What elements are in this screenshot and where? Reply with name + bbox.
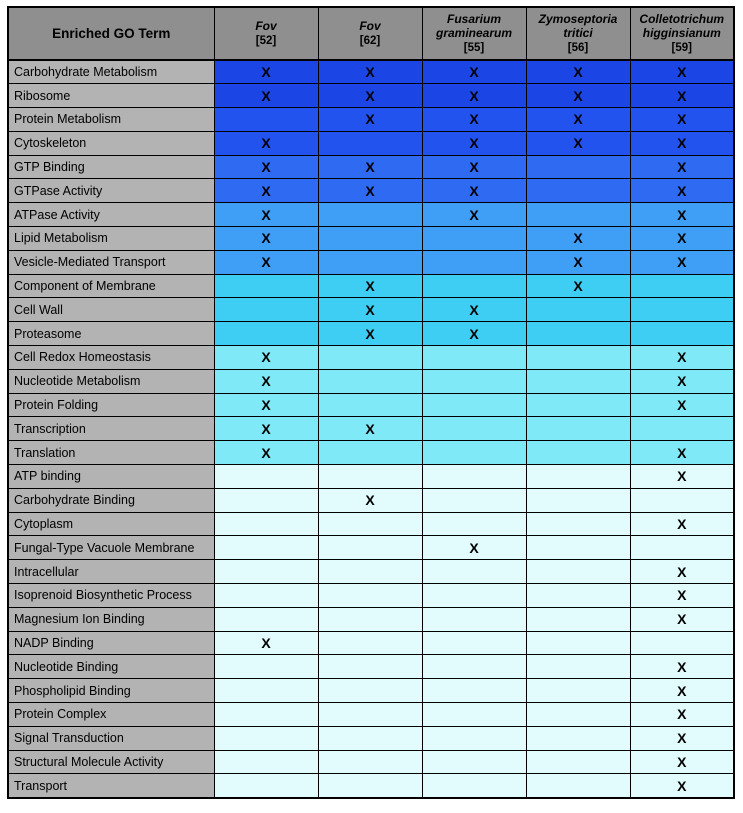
- empty-cell: [630, 417, 734, 441]
- header-go-term: [8, 7, 214, 60]
- empty-cell: [214, 488, 318, 512]
- presence-mark: X: [422, 536, 526, 560]
- presence-mark: X: [214, 179, 318, 203]
- empty-cell: [318, 346, 422, 370]
- table-row: [8, 703, 734, 727]
- empty-cell: [214, 274, 318, 298]
- species-name: Fusarium graminearum: [435, 11, 513, 41]
- presence-mark: X: [526, 250, 630, 274]
- empty-cell: [214, 322, 318, 346]
- presence-mark: X: [422, 203, 526, 227]
- empty-cell: [526, 488, 630, 512]
- go-term-label: Proteasome: [8, 322, 214, 346]
- presence-mark: X: [318, 84, 422, 108]
- empty-cell: [214, 774, 318, 798]
- table-row: [8, 584, 734, 608]
- empty-cell: [422, 250, 526, 274]
- go-term-header-label: Enriched GO Term: [52, 25, 171, 41]
- table-row: [8, 726, 734, 750]
- empty-cell: [422, 417, 526, 441]
- empty-cell: [422, 346, 526, 370]
- presence-mark: X: [214, 346, 318, 370]
- go-term-label: Protein Complex: [8, 703, 214, 727]
- empty-cell: [526, 322, 630, 346]
- presence-mark: X: [526, 131, 630, 155]
- empty-cell: [318, 631, 422, 655]
- presence-mark: X: [318, 488, 422, 512]
- go-term-label: Carbohydrate Binding: [8, 488, 214, 512]
- empty-cell: [422, 441, 526, 465]
- table-header: [8, 7, 734, 60]
- presence-mark: X: [214, 369, 318, 393]
- go-term-label: Translation: [8, 441, 214, 465]
- empty-cell: [630, 274, 734, 298]
- presence-mark: X: [630, 179, 734, 203]
- empty-cell: [422, 631, 526, 655]
- go-term-label: Transcription: [8, 417, 214, 441]
- empty-cell: [526, 155, 630, 179]
- presence-mark: X: [422, 298, 526, 322]
- go-term-label: Protein Folding: [8, 393, 214, 417]
- presence-mark: X: [630, 560, 734, 584]
- go-term-label: Cell Redox Homeostasis: [8, 346, 214, 370]
- empty-cell: [318, 655, 422, 679]
- presence-mark: X: [318, 417, 422, 441]
- go-term-label: Carbohydrate Metabolism: [8, 60, 214, 84]
- empty-cell: [630, 322, 734, 346]
- header-col-colletotrichum-higginsianum: [630, 7, 734, 60]
- presence-mark: X: [214, 441, 318, 465]
- presence-mark: X: [422, 179, 526, 203]
- empty-cell: [318, 560, 422, 584]
- empty-cell: [214, 584, 318, 608]
- empty-cell: [214, 536, 318, 560]
- presence-mark: X: [214, 203, 318, 227]
- presence-mark: X: [526, 60, 630, 84]
- table-row: [8, 631, 734, 655]
- reference-number: [56]: [567, 41, 589, 54]
- header-col-fov-52: [214, 7, 318, 60]
- species-name: Colletotrichum higginsianum: [639, 11, 725, 41]
- presence-mark: X: [318, 60, 422, 84]
- empty-cell: [526, 679, 630, 703]
- table-row: [8, 536, 734, 560]
- presence-mark: X: [630, 369, 734, 393]
- empty-cell: [214, 512, 318, 536]
- presence-mark: X: [214, 155, 318, 179]
- species-name: Fov: [255, 19, 277, 34]
- go-term-label: Magnesium Ion Binding: [8, 607, 214, 631]
- empty-cell: [422, 679, 526, 703]
- table-row: [8, 203, 734, 227]
- empty-cell: [422, 655, 526, 679]
- empty-cell: [214, 298, 318, 322]
- presence-mark: X: [214, 250, 318, 274]
- empty-cell: [526, 369, 630, 393]
- empty-cell: [526, 512, 630, 536]
- presence-mark: X: [630, 655, 734, 679]
- table-row: [8, 417, 734, 441]
- go-term-label: Component of Membrane: [8, 274, 214, 298]
- empty-cell: [422, 560, 526, 584]
- go-term-label: Isoprenoid Biosynthetic Process: [8, 584, 214, 608]
- empty-cell: [526, 750, 630, 774]
- presence-mark: X: [630, 84, 734, 108]
- empty-cell: [422, 703, 526, 727]
- table-row: [8, 298, 734, 322]
- table-row: [8, 488, 734, 512]
- empty-cell: [526, 560, 630, 584]
- presence-mark: X: [422, 60, 526, 84]
- table-row: [8, 607, 734, 631]
- presence-mark: X: [630, 227, 734, 251]
- empty-cell: [318, 607, 422, 631]
- empty-cell: [422, 584, 526, 608]
- table-row: [8, 322, 734, 346]
- empty-cell: [422, 774, 526, 798]
- go-term-label: Cytoskeleton: [8, 131, 214, 155]
- presence-mark: X: [526, 227, 630, 251]
- presence-mark: X: [214, 60, 318, 84]
- empty-cell: [422, 393, 526, 417]
- empty-cell: [422, 488, 526, 512]
- presence-mark: X: [422, 155, 526, 179]
- empty-cell: [318, 441, 422, 465]
- empty-cell: [526, 346, 630, 370]
- go-term-label: Protein Metabolism: [8, 108, 214, 132]
- presence-mark: X: [630, 203, 734, 227]
- presence-mark: X: [214, 131, 318, 155]
- empty-cell: [526, 584, 630, 608]
- reference-number: [59]: [671, 41, 692, 54]
- presence-mark: X: [630, 774, 734, 798]
- presence-mark: X: [630, 108, 734, 132]
- empty-cell: [422, 465, 526, 489]
- table-row: [8, 560, 734, 584]
- empty-cell: [526, 774, 630, 798]
- empty-cell: [526, 607, 630, 631]
- go-term-label: Nucleotide Metabolism: [8, 369, 214, 393]
- go-term-label: Cytoplasm: [8, 512, 214, 536]
- go-term-table: [7, 6, 735, 799]
- empty-cell: [318, 465, 422, 489]
- empty-cell: [526, 631, 630, 655]
- table-row: [8, 274, 734, 298]
- presence-mark: X: [630, 346, 734, 370]
- presence-mark: X: [630, 441, 734, 465]
- presence-mark: X: [630, 607, 734, 631]
- table-row: [8, 441, 734, 465]
- presence-mark: X: [214, 417, 318, 441]
- empty-cell: [526, 655, 630, 679]
- empty-cell: [630, 298, 734, 322]
- table-body: [8, 60, 734, 798]
- table-row: [8, 250, 734, 274]
- empty-cell: [318, 750, 422, 774]
- empty-cell: [214, 108, 318, 132]
- empty-cell: [630, 488, 734, 512]
- empty-cell: [422, 274, 526, 298]
- go-term-label: ATPase Activity: [8, 203, 214, 227]
- table-row: [8, 679, 734, 703]
- table-row: [8, 84, 734, 108]
- empty-cell: [214, 679, 318, 703]
- empty-cell: [526, 298, 630, 322]
- header-col-fusarium-graminearum: [422, 7, 526, 60]
- table-row: [8, 60, 734, 84]
- table-row: [8, 131, 734, 155]
- empty-cell: [318, 584, 422, 608]
- presence-mark: X: [422, 131, 526, 155]
- empty-cell: [526, 703, 630, 727]
- presence-mark: X: [630, 250, 734, 274]
- presence-mark: X: [630, 512, 734, 536]
- empty-cell: [318, 679, 422, 703]
- presence-mark: X: [214, 631, 318, 655]
- empty-cell: [526, 393, 630, 417]
- go-term-label: GTPase Activity: [8, 179, 214, 203]
- table-row: [8, 750, 734, 774]
- presence-mark: X: [318, 155, 422, 179]
- empty-cell: [214, 465, 318, 489]
- empty-cell: [214, 726, 318, 750]
- empty-cell: [318, 536, 422, 560]
- empty-cell: [318, 131, 422, 155]
- presence-mark: X: [630, 703, 734, 727]
- presence-mark: X: [422, 84, 526, 108]
- go-term-label: Intracellular: [8, 560, 214, 584]
- table-row: [8, 155, 734, 179]
- presence-mark: X: [630, 393, 734, 417]
- presence-mark: X: [318, 179, 422, 203]
- empty-cell: [526, 536, 630, 560]
- header-col-zymoseptoria-tritici: [526, 7, 630, 60]
- header-col-fov-62: [318, 7, 422, 60]
- go-term-label: ATP binding: [8, 465, 214, 489]
- go-term-label: GTP Binding: [8, 155, 214, 179]
- empty-cell: [318, 393, 422, 417]
- go-term-label: Signal Transduction: [8, 726, 214, 750]
- empty-cell: [526, 417, 630, 441]
- empty-cell: [318, 703, 422, 727]
- reference-number: [52]: [255, 34, 277, 47]
- presence-mark: X: [630, 131, 734, 155]
- table-row: [8, 227, 734, 251]
- go-term-label: Transport: [8, 774, 214, 798]
- go-term-label: Fungal-Type Vacuole Membrane: [8, 536, 214, 560]
- table-row: [8, 512, 734, 536]
- empty-cell: [526, 179, 630, 203]
- reference-number: [62]: [359, 34, 381, 47]
- go-term-label: Cell Wall: [8, 298, 214, 322]
- empty-cell: [214, 750, 318, 774]
- presence-mark: X: [422, 322, 526, 346]
- empty-cell: [422, 607, 526, 631]
- empty-cell: [214, 607, 318, 631]
- empty-cell: [318, 369, 422, 393]
- go-term-label: NADP Binding: [8, 631, 214, 655]
- reference-number: [55]: [463, 41, 485, 54]
- empty-cell: [422, 512, 526, 536]
- empty-cell: [318, 512, 422, 536]
- empty-cell: [422, 726, 526, 750]
- table-row: [8, 393, 734, 417]
- empty-cell: [318, 250, 422, 274]
- table-row: [8, 346, 734, 370]
- go-term-label: Lipid Metabolism: [8, 227, 214, 251]
- go-term-label: Structural Molecule Activity: [8, 750, 214, 774]
- empty-cell: [318, 774, 422, 798]
- presence-mark: X: [526, 84, 630, 108]
- presence-mark: X: [630, 679, 734, 703]
- table-row: [8, 774, 734, 798]
- empty-cell: [214, 655, 318, 679]
- presence-mark: X: [318, 298, 422, 322]
- table-row: [8, 465, 734, 489]
- empty-cell: [526, 465, 630, 489]
- empty-cell: [318, 726, 422, 750]
- empty-cell: [214, 703, 318, 727]
- go-term-label: Vesicle-Mediated Transport: [8, 250, 214, 274]
- empty-cell: [422, 369, 526, 393]
- presence-mark: X: [630, 584, 734, 608]
- empty-cell: [318, 203, 422, 227]
- presence-mark: X: [526, 108, 630, 132]
- empty-cell: [526, 726, 630, 750]
- presence-mark: X: [630, 465, 734, 489]
- presence-mark: X: [214, 393, 318, 417]
- presence-mark: X: [630, 155, 734, 179]
- table-row: [8, 369, 734, 393]
- presence-mark: X: [630, 726, 734, 750]
- presence-mark: X: [318, 322, 422, 346]
- empty-cell: [318, 227, 422, 251]
- presence-mark: X: [214, 84, 318, 108]
- empty-cell: [526, 203, 630, 227]
- presence-mark: X: [630, 60, 734, 84]
- species-name: Fov: [359, 19, 381, 34]
- header-row: [8, 7, 734, 60]
- go-term-label: Phospholipid Binding: [8, 679, 214, 703]
- presence-mark: X: [422, 108, 526, 132]
- presence-mark: X: [630, 750, 734, 774]
- table-row: [8, 108, 734, 132]
- presence-mark: X: [318, 108, 422, 132]
- empty-cell: [526, 441, 630, 465]
- table-row: [8, 655, 734, 679]
- empty-cell: [422, 227, 526, 251]
- presence-mark: X: [318, 274, 422, 298]
- empty-cell: [630, 536, 734, 560]
- presence-mark: X: [526, 274, 630, 298]
- table-row: [8, 179, 734, 203]
- go-term-label: Nucleotide Binding: [8, 655, 214, 679]
- empty-cell: [422, 750, 526, 774]
- go-term-label: Ribosome: [8, 84, 214, 108]
- empty-cell: [630, 631, 734, 655]
- presence-mark: X: [214, 227, 318, 251]
- empty-cell: [214, 560, 318, 584]
- species-name: Zymoseptoria tritici: [538, 11, 618, 41]
